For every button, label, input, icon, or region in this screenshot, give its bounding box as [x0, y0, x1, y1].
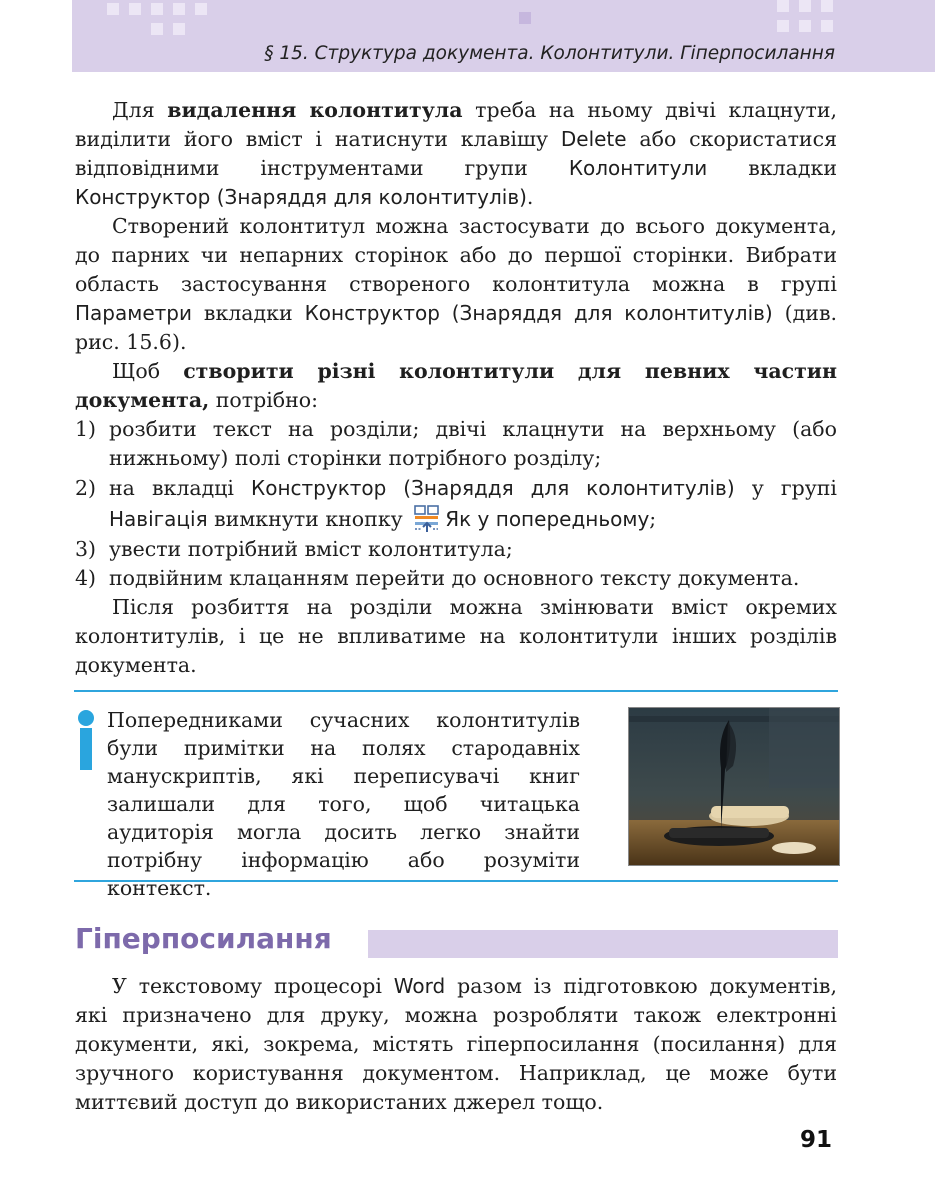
running-header-title: § 15. Структура документа. Колонтитули. Гіперпосилання [264, 43, 835, 64]
info-icon-stem [80, 728, 92, 770]
decor-square [195, 3, 207, 15]
paragraph-different-headers: Щоб створити різні колонтитули для певних частин документа, потрібно: [75, 359, 838, 412]
list-item: 2) на вкладці Конструктор (Знаряддя для колонтитулів) у групі Навігація вимкнути кнопку Як у попередньому; [75, 473, 837, 535]
decor-square [799, 0, 811, 12]
decor-square [129, 3, 141, 15]
paragraph-delete-header: Для видалення колонтитула треба на ньому двічі клацнути, виділити його вміст і натиснути клавішу Delete або скористатися відповідними інструментами групи Колонтитули вкладки Конструктор (Знаряддя для колонтитулів). [75, 98, 838, 209]
decor-square [173, 3, 185, 15]
decor-square [173, 23, 185, 35]
link-to-previous-icon [413, 504, 441, 534]
paragraph-apply-header: Створений колонтитул можна застосувати до всього документа, до парних чи непарних сторінок або до першої сторінки. Вибрати область застосування створеного колонтитула можна в групі Параметри вкладки Конструктор (Знаряддя для колонтитулів) (див. рис. 15.6). [75, 214, 838, 354]
main-text [75, 96, 837, 680]
page-number: 91 [799, 1127, 832, 1153]
hyperlinks-text [75, 972, 837, 1117]
steps-list [75, 415, 837, 593]
decor-square [777, 20, 789, 32]
manuscript-quill-photo [628, 707, 840, 866]
info-icon [78, 710, 94, 726]
list-item: 4) подвійним клацанням перейти до основного тексту документа. [75, 566, 800, 590]
paragraph-sections-note: Після розбиття на розділи можна змінювати вміст окремих колонтитулів, і це не впливатиме на колонтитули інших розділів документа. [75, 595, 837, 677]
paragraph-hyperlinks: У текстовому процесорі Word разом із підготовкою документів, які призначено для друку, можна розробляти також електронні документи, які, зокрема, містять гіперпосилання (посилання) для зручного користування документом. Наприклад, це може бути миттєвий доступ до використаних джерел тощо. [75, 974, 837, 1114]
decor-square [821, 20, 833, 32]
decor-square [107, 3, 119, 15]
section-title-bar [368, 930, 838, 958]
section-title: Гіперпосилання [75, 922, 332, 955]
decor-square [777, 0, 789, 12]
decor-square [519, 12, 531, 24]
decor-square [821, 0, 833, 12]
decor-square [151, 23, 163, 35]
list-item: 3) увести потрібний вміст колонтитула; [75, 537, 513, 561]
info-box [74, 690, 838, 900]
decor-square [151, 3, 163, 15]
list-item: 1) розбити текст на розділи; двічі клацнути на верхньому (або нижньому) полі сторінки потрібного розділу; [75, 417, 837, 470]
decor-square [799, 20, 811, 32]
info-text: Попередниками сучасних колонтитулів були примітки на полях стародавніх манускриптів, які переписувачі книг залишали для того, щоб читацька аудиторія могла досить легко знайти потрібну інформацію або розуміти контекст. [107, 708, 580, 900]
